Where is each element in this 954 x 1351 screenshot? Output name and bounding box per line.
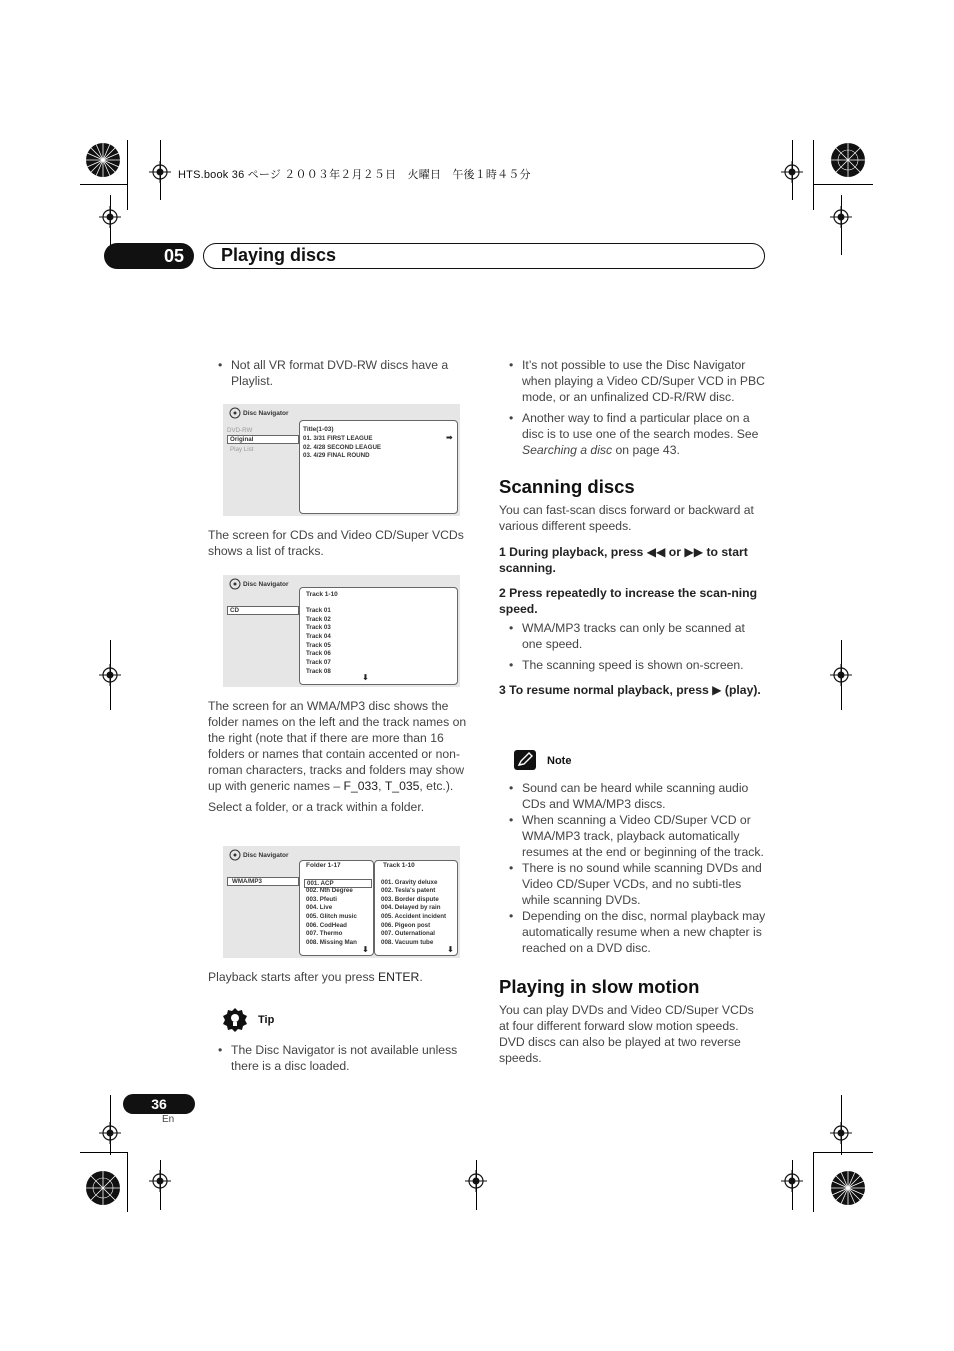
screen-right-item[interactable]: 02. 4/28 SECOND LEAGUE [303,444,382,451]
left-column-cd [208,527,478,564]
arrow-down-icon: ⬇ [447,945,454,954]
screen-left-header: DVD-RW [227,427,253,434]
screen-right-item[interactable]: Track 02 [306,616,331,623]
step-3: 3 To resume normal playback, press ▶ (play). [499,683,761,697]
paragraph-enter: Playback starts after you press ENTER. [208,970,423,984]
screen-right-header: Track 1-10 [306,591,338,598]
screen-track-item[interactable]: 006. Pigeon post [381,922,431,929]
page-number: 36 [123,1094,195,1114]
chapter-number-badge: 05 [104,243,194,269]
screen-right-item[interactable]: Track 06 [306,650,331,657]
screen-left-item-selected[interactable]: Original [227,435,299,444]
screen-title: Disc Navigator [243,852,289,859]
screen-right-item[interactable]: Track 01 [306,607,454,614]
note-bullet: • There is no sound while scanning DVDs and Video CD/Super VCDs, and no subti-tles while scanning DVDs. [509,861,762,907]
arrow-down-icon: ⬇ [362,673,369,682]
crosshair-icon [830,206,852,228]
screen-folder-item[interactable]: 006. CodHead [306,922,347,929]
screen-folder-item[interactable]: 005. Glitch music [306,913,357,920]
screen-track-panel [374,860,458,956]
bullet-vr-format: • Not all VR format DVD-RW discs have a Playlist. [218,358,449,388]
screen-folder-item[interactable]: 007. Thermo [306,930,343,937]
paragraph-cd-screen: The screen for CDs and Video CD/Super VCDs shows a list of tracks. [208,528,464,558]
note-bullet: • When scanning a Video CD/Super VCD or WMA/MP3 track, playback automatically resumes at the end or beginning of the track. [509,813,764,859]
screen-folder-header: Folder 1-17 [306,862,341,869]
tip-lightbulb-icon [222,1007,248,1033]
chapter-title: Playing discs [203,243,765,269]
screen-track-item[interactable]: 003. Border dispute [381,896,439,903]
slow-motion-heading: Playing in slow motion [499,976,700,997]
registration-starburst-icon [830,1170,866,1206]
screen-right-panel [299,587,458,685]
screen-right-item[interactable]: 03. 4/29 FINAL ROUND [303,452,370,459]
disc-navigator-screen-cd [223,575,460,687]
disc-icon [229,407,241,419]
crosshair-icon [781,161,803,183]
page-language: En [162,1114,175,1125]
scanning-heading: Scanning discs [499,476,635,497]
disc-icon [229,578,241,590]
disc-navigator-screen-dvdrw [223,404,460,516]
arrow-right-icon: ➡ [446,433,453,442]
screen-right-item[interactable]: Track 05 [306,642,331,649]
note-label: Note [547,755,572,767]
right-column [499,357,767,703]
bullet-vcd-pbc: • It’s not possible to use the Disc Navigator when playing a Video CD/Super VCD in PBC mode, or an unfinalized CD-R/RW disc. [509,358,765,404]
screen-track-item[interactable]: 005. Accident incident [381,913,447,920]
crosshair-icon [99,1122,121,1144]
screen-folder-item[interactable]: 003. Pfeuti [306,896,337,903]
crosshair-icon [781,1170,803,1192]
screen-right-header: Title(1-03) [303,426,334,433]
crosshair-icon [149,1170,171,1192]
screen-right-item[interactable]: Track 07 [306,659,331,666]
disc-navigator-screen-wma [223,846,460,958]
right-column-notes [499,780,767,1071]
arrow-down-icon: ⬇ [362,945,369,954]
screen-track-header: Track 1-10 [383,862,415,869]
screen-track-item[interactable]: 007. Outernational [381,930,435,937]
registration-starburst-icon [830,142,866,178]
screen-right-panel [299,420,458,514]
tip-bullet: • The Disc Navigator is not available unless there is a disc loaded. [218,1043,458,1073]
screen-folder-panel [299,860,374,956]
left-column-enter [208,969,478,990]
screen-left-item-selected[interactable]: WMA/MP3 [227,877,299,886]
left-column-wma [208,698,478,820]
screen-track-item[interactable]: 004. Delayed by rain [381,904,441,911]
screen-folder-item[interactable]: 004. Live [306,904,333,911]
screen-title: Disc Navigator [243,581,289,588]
crosshair-icon [99,664,121,686]
step-2-bullet: • The scanning speed is shown on-screen. [509,658,744,672]
screen-left-item-selected[interactable]: CD [227,606,299,615]
note-bullet: • Depending on the disc, normal playback may automatically resume when a new chapter is reached on a DVD disc. [509,909,766,955]
screen-right-item[interactable]: Track 08 [306,668,331,675]
paragraph-select-folder: Select a folder, or a track within a folder. [208,800,425,814]
screen-right-item[interactable]: Track 03 [306,624,331,631]
note-bullet: • Sound can be heard while scanning audio CDs and WMA/MP3 discs. [509,781,749,811]
crosshair-icon [149,161,171,183]
tip-label: Tip [258,1014,275,1026]
screen-folder-item-selected[interactable]: 001. ACP [304,879,372,888]
crosshair-icon [830,1122,852,1144]
paragraph-wma-screen: The screen for an WMA/MP3 disc shows the folder names on the left and the track names on the right (note that if there are more than 16 folders or names that contain accented or non-roman characters, tracks and folders may show up with generic names – F_033, T_035, etc.). [208,699,467,793]
step-2-bullet: • WMA/MP3 tracks can only be scanned at one speed. [509,621,745,651]
left-column [208,357,476,394]
screen-track-item[interactable]: 001. Gravity deluxe [381,879,457,886]
step-2: 2 Press repeatedly to increase the scan-ning speed. [499,586,758,616]
screen-folder-item[interactable]: 002. Nth Degree [306,887,353,894]
screen-left-item[interactable]: Play List [230,446,254,453]
registration-starburst-icon [85,1170,121,1206]
crosshair-icon [830,664,852,686]
bullet-search-modes: • Another way to find a particular place on a disc is to use one of the search modes. See Searching a disc on page 43. [509,411,759,457]
print-file-info: HTS.book 36 ページ ２００３年２月２５日 火曜日 午後１時４５分 [178,169,531,181]
scanning-intro: You can fast-scan discs forward or backward at various different speeds. [499,503,754,533]
screen-right-item[interactable]: 01. 3/31 FIRST LEAGUE [303,435,455,442]
left-column-tip [208,1042,478,1079]
crosshair-icon [465,1170,487,1192]
note-pencil-icon [514,750,536,770]
step-1: 1 During playback, press ◀◀ or ▶▶ to start scanning. [499,545,748,575]
screen-track-item[interactable]: 008. Vacuum tube [381,939,434,946]
slow-motion-intro: You can play DVDs and Video CD/Super VCDs at four different forward slow motion speeds. DVD discs can also be played at two reverse speeds. [499,1003,754,1065]
screen-title: Disc Navigator [243,410,289,417]
screen-track-item[interactable]: 002. Tesla's patent [381,887,436,894]
screen-right-item[interactable]: Track 04 [306,633,331,640]
registration-starburst-icon [85,142,121,178]
crosshair-icon [99,206,121,228]
disc-icon [229,849,241,861]
screen-folder-item[interactable]: 008. Missing Man [306,939,357,946]
